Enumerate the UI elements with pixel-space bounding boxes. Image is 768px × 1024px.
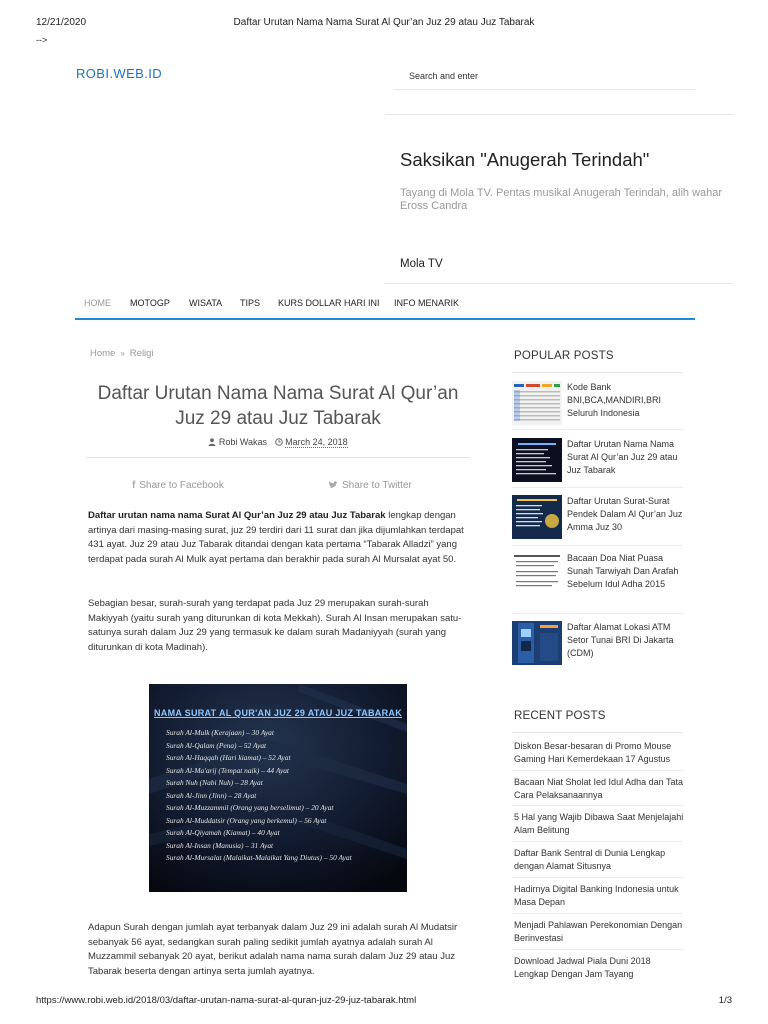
popular-post-title[interactable]: Daftar Alamat Lokasi ATM Setor Tunai BRI Di Jakarta (CDM) [567, 622, 674, 658]
popular-post-item[interactable] [512, 495, 683, 548]
popular-post-title[interactable]: Daftar Urutan Surat-Surat Pendek Dalam Al Qur’an Juz Amma Juz 30 [567, 496, 683, 532]
breadcrumb-home[interactable]: Home [90, 348, 116, 359]
figure-line: Surah Al-Mursalat (Malaikat-Malaikat Yang Diutus) – 50 Ayat [166, 853, 352, 862]
recent-post-divider [512, 913, 683, 914]
site-logo[interactable]: ROBI.WEB.ID [76, 66, 163, 81]
surah-list-image [149, 684, 407, 892]
popular-post-thumbnail[interactable] [512, 495, 562, 539]
facebook-icon: f [132, 480, 136, 491]
print-header [36, 17, 732, 31]
recent-post-link[interactable]: Diskon Besar-besaran di Promo Mouse Gaming Hari Kemerdekaan 17 Agustus [514, 741, 672, 764]
share-facebook-label: Share to Facebook [139, 480, 224, 491]
figure-line: Surah Al-Muddatsir (Orang yang berkemul) – 56 Ayat [166, 815, 327, 825]
breadcrumb [90, 348, 154, 359]
figure-line: Surah Al-Insan (Manusia) – 31 Ayat [166, 840, 274, 850]
popular-post-divider [512, 487, 683, 488]
recent-post-divider [512, 770, 683, 771]
print-date: 12/21/2020 [36, 17, 87, 28]
popular-posts-divider [512, 372, 683, 373]
figure-line: Surah Al-Ma'arij (Tempat naik) – 44 Ayat [166, 765, 289, 775]
nav-item-motogp[interactable]: MOTOGP [130, 298, 170, 308]
popular-post-divider [512, 429, 683, 430]
share-twitter-label: Share to Twitter [342, 480, 412, 491]
figure-line: Surah Al-Mulk (Kerajaan) – 30 Ayat [166, 728, 274, 737]
figure-line: Surah Al-Qalam (Pena) – 52 Ayat [166, 740, 267, 750]
share-twitter-button[interactable] [328, 480, 412, 491]
recent-post-link[interactable]: 5 Hal yang Wajib Dibawa Saat Menjelajahi Alam Belitung [514, 812, 684, 835]
intro-rest: lengkap dengan artinya dari masing-masing surat, juz 29 terdiri dari 11 surat dan jika dijumlahkan terdapat 431 ayat. Juz 29 atau Juz Tabarak ditandai dengan kata pertama “Tabarak Alladzi” yang terdapat pada surah Al Mulk ayat pertama dan berakhir pada surah Al Mursalat ayat 50. [88, 510, 464, 565]
popular-post-item[interactable] [512, 552, 683, 605]
print-page-number: 1/3 [718, 995, 732, 1006]
popular-post-item[interactable] [512, 381, 683, 434]
post-date[interactable]: March 24, 2018 [285, 437, 348, 447]
popular-post-divider [512, 545, 683, 546]
breadcrumb-category[interactable]: Religi [129, 348, 154, 359]
ad-banner[interactable] [385, 114, 733, 284]
ad-source[interactable]: Mola TV [400, 258, 443, 270]
paragraph-intro [88, 509, 471, 567]
popular-post-title[interactable]: Kode Bank BNI,BCA,MANDIRI,BRI Seluruh Indonesia [567, 382, 662, 418]
popular-posts-heading: POPULAR POSTS [514, 350, 614, 362]
search-box [395, 64, 695, 90]
popular-post-thumbnail[interactable] [512, 381, 562, 425]
recent-post-divider [512, 805, 683, 806]
recent-post-link[interactable]: Download Jadwal Piala Duni 2018 Lengkap Dengan Jam Tayang [514, 956, 651, 979]
popular-post-item[interactable] [512, 621, 683, 674]
share-facebook-button[interactable] [132, 480, 224, 491]
recent-post-divider [512, 841, 683, 842]
recent-post-link[interactable]: Daftar Bank Sentral di Dunia Lengkap dengan Alamat Situsnya [514, 848, 666, 871]
recent-post-link[interactable]: Bacaan Niat Sholat Ied Idul Adha dan Tata Cara Pelaksanaannya [514, 777, 683, 800]
user-icon [208, 438, 216, 446]
doa-niat-thumbnail [512, 552, 562, 596]
popular-post-thumbnail[interactable] [512, 621, 562, 665]
post-author[interactable]: Robi Wakas [218, 437, 268, 447]
breadcrumb-separator: » [120, 349, 125, 358]
popular-post-title[interactable]: Daftar Urutan Nama Nama Surat Al Qur’an Juz 29 atau Juz Tabarak [567, 439, 678, 475]
recent-post-divider [512, 877, 683, 878]
figure-line: Surah Nuh (Nabi Nuh) – 28 Ayat [166, 778, 263, 787]
figure-surah-list [166, 727, 352, 865]
post-title: Daftar Urutan Nama Nama Surat Al Qur’an Juz 29 atau Juz Tabarak [97, 383, 459, 429]
bank-codes-thumbnail [512, 381, 562, 425]
print-footer [36, 995, 732, 1009]
ad-title[interactable]: Saksikan "Anugerah Terindah" [400, 149, 650, 170]
recent-post-link[interactable]: Menjadi Pahlawan Perekonomian Dengan Berinvestasi [514, 920, 683, 943]
recent-post-link[interactable]: Hadirnya Digital Banking Indonesia untuk Masa Depan [514, 884, 679, 907]
figure-line: Surah Al-Muzzammil (Orang yang berselimut) – 20 Ayat [166, 803, 334, 812]
nav-item-home[interactable]: HOME [84, 298, 111, 308]
juz-tabarak-thumbnail [512, 438, 562, 482]
meta-divider [86, 457, 470, 458]
figure-heading: NAMA SURAT AL QUR'AN JUZ 29 ATAU JUZ TABARAK [153, 708, 402, 718]
clock-icon [275, 438, 283, 446]
post-meta [86, 437, 470, 447]
recent-posts-divider [512, 732, 683, 733]
search-input[interactable] [395, 64, 695, 88]
nav-item-info-menarik[interactable]: INFO MENARIK [394, 298, 460, 308]
figure-line: Surah Al-Haqqah (Hari kiamat) – 52 Ayat [166, 753, 291, 762]
popular-post-thumbnail[interactable] [512, 438, 562, 482]
atm-thumbnail [512, 621, 562, 665]
popular-post-item[interactable] [512, 438, 683, 491]
popular-post-thumbnail[interactable] [512, 552, 562, 596]
stray-text: --> [36, 35, 48, 45]
twitter-icon [328, 481, 338, 489]
figure-line: Surah Al-Jinn (Jinn) – 28 Ayat [166, 790, 257, 800]
nav-item-wisata[interactable]: WISATA [189, 298, 223, 308]
print-url: https://www.robi.web.id/2018/03/daftar-urutan-nama-surat-al-quran-juz-29-juz-tabarak.html [36, 995, 417, 1006]
nav-item-tips[interactable]: TIPS [240, 298, 261, 308]
intro-bold: Daftar urutan nama nama Surat Al Qur’an Juz 29 atau Juz Tabarak [88, 510, 386, 521]
main-nav [75, 288, 695, 320]
popular-post-divider [512, 613, 683, 614]
print-title: Daftar Urutan Nama Nama Surat Al Qur’an Juz 29 atau Juz Tabarak [233, 17, 535, 28]
ad-description: Tayang di Mola TV. Pentas musikal Anugerah Terindah, alih wahar Eross Candra [400, 187, 723, 212]
figure-line: Surah Al-Qiyamah (Kiamat) – 40 Ayat [166, 828, 280, 837]
popular-post-title[interactable]: Bacaan Doa Niat Puasa Sunah Tarwiyah Dan Arafah Sebelum Idul Adha 2015 [567, 553, 679, 589]
nav-item-kurs-dollar[interactable]: KURS DOLLAR HARI INI [278, 298, 380, 308]
juz-amma-thumbnail [512, 495, 562, 539]
paragraph-makiyyah: Sebagian besar, surah-surah yang terdapat pada Juz 29 merupakan surah-surah Makiyyah (yaitu surah yang diturunkan di kota Mekkah). Surah Al Insan merupakan satu-satunya surah dalam Juz 29 yang termasuk ke dalam surah Madaniyyah (surah yang diturunkan di kota Madinah). [88, 598, 462, 653]
recent-posts-heading: RECENT POSTS [514, 710, 606, 722]
recent-post-divider [512, 949, 683, 950]
paragraph-ayat-count: Adapun Surah dengan jumlah ayat terbanyak dalam Juz 29 ini adalah surah Al Mudatsir sebanyak 56 ayat, sedangkan surah paling sedikit jumlah ayatnya adalah surah Al Muzzammil sebanyak 20 ayat, berikut adalah nama nama surah dalam Juz 29 atau Juz Tabarak beserta dengan artinya serta jumlah ayatnya. [88, 922, 458, 977]
